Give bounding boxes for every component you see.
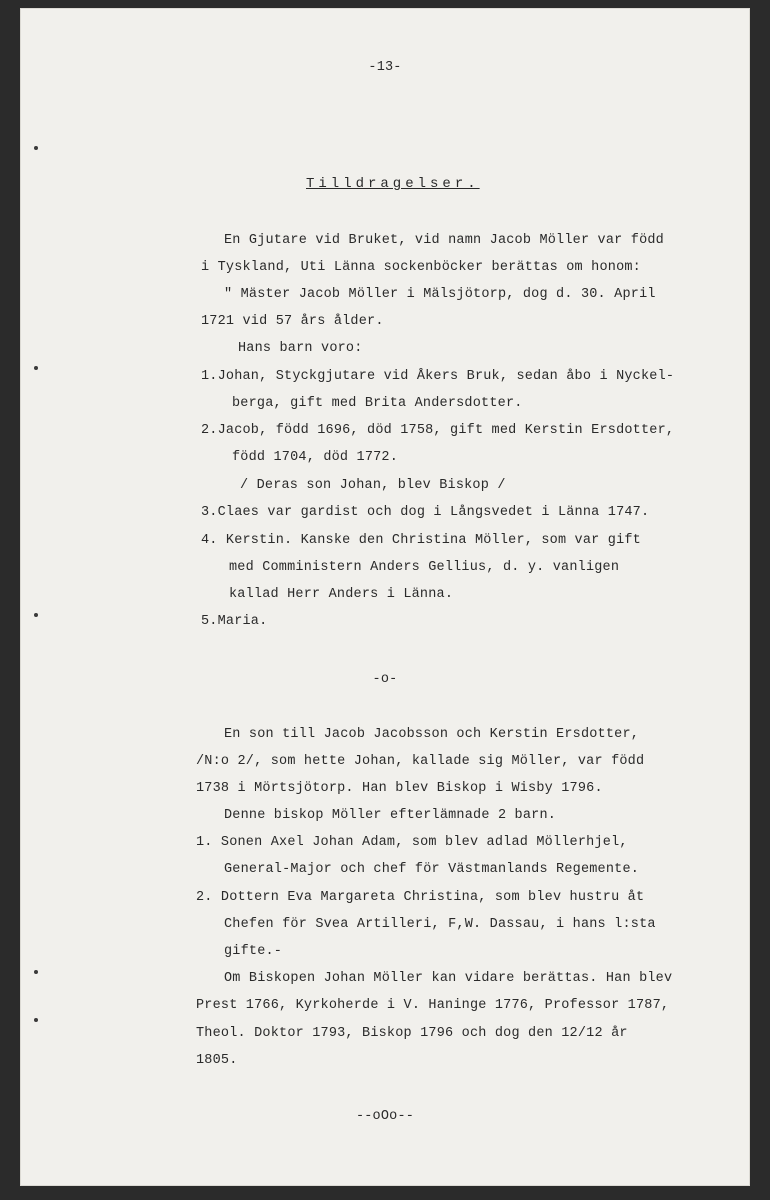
text-line: i Tyskland, Uti Länna sockenböcker berättas om honom: bbox=[201, 260, 641, 275]
text-line: General-Major och chef för Västmanlands Regemente. bbox=[224, 862, 640, 877]
list-item: 1.Johan, Styckgjutare vid Åkers Bruk, sedan åbo i Nyckel- bbox=[201, 369, 675, 384]
separator: -o- bbox=[372, 672, 398, 687]
text-line: 1805. bbox=[196, 1053, 238, 1068]
text-line: En son till Jacob Jacobsson och Kerstin Ersdotter, bbox=[224, 727, 640, 742]
text-line: Hans barn voro: bbox=[238, 341, 363, 356]
text-line: kallad Herr Anders i Länna. bbox=[229, 587, 454, 602]
list-item: 4. Kerstin. Kanske den Christina Möller, som var gift bbox=[201, 533, 641, 548]
text-line: En Gjutare vid Bruket, vid namn Jacob Möller var född bbox=[224, 233, 664, 248]
list-item: 1. Sonen Axel Johan Adam, som blev adlad Möllerhjel, bbox=[196, 835, 628, 850]
punch-hole-mark bbox=[34, 366, 38, 370]
punch-hole-mark bbox=[34, 1018, 38, 1022]
text-line: 1738 i Mörtsjötorp. Han blev Biskop i Wisby 1796. bbox=[196, 781, 603, 796]
text-line: Theol. Doktor 1793, Biskop 1796 och dog den 12/12 år bbox=[196, 1026, 628, 1041]
text-line: berga, gift med Brita Andersdotter. bbox=[232, 396, 523, 411]
page-number: -13- bbox=[368, 60, 402, 75]
punch-hole-mark bbox=[34, 970, 38, 974]
list-item: 2.Jacob, född 1696, död 1758, gift med Kerstin Ersdotter, bbox=[201, 423, 675, 438]
list-item: 2. Dottern Eva Margareta Christina, som blev hustru åt bbox=[196, 890, 645, 905]
text-line: 1721 vid 57 års ålder. bbox=[201, 314, 384, 329]
text-line: född 1704, död 1772. bbox=[232, 450, 399, 465]
text-line: / Deras son Johan, blev Biskop / bbox=[240, 478, 506, 493]
text-line: Denne biskop Möller efterlämnade 2 barn. bbox=[224, 808, 557, 823]
text-line: /N:o 2/, som hette Johan, kallade sig Möller, var född bbox=[196, 754, 645, 769]
punch-hole-mark bbox=[34, 613, 38, 617]
section-title: Tilldragelser. bbox=[306, 176, 480, 192]
punch-hole-mark bbox=[34, 146, 38, 150]
list-item: 3.Claes var gardist och dog i Långsvedet i Länna 1747. bbox=[201, 505, 650, 520]
text-line: gifte.- bbox=[224, 944, 283, 959]
separator: --oOo-- bbox=[355, 1109, 415, 1124]
text-line: Chefen för Svea Artilleri, F,W. Dassau, i hans l:sta bbox=[224, 917, 656, 932]
list-item: 5.Maria. bbox=[201, 614, 268, 629]
text-line: med Comministern Anders Gellius, d. y. vanligen bbox=[229, 560, 620, 575]
text-line: Prest 1766, Kyrkoherde i V. Haninge 1776, Professor 1787, bbox=[196, 998, 670, 1013]
text-line: Om Biskopen Johan Möller kan vidare berättas. Han blev bbox=[224, 971, 673, 986]
text-line: " Mäster Jacob Möller i Mälsjötorp, dog d. 30. April bbox=[224, 287, 656, 302]
document-page bbox=[20, 8, 750, 1186]
